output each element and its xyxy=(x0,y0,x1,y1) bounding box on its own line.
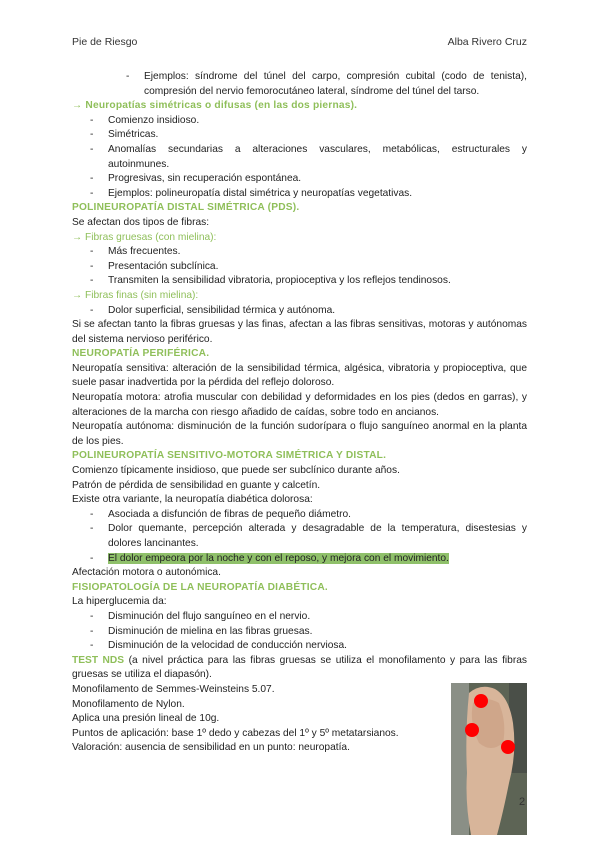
list-item: - Simétricas. xyxy=(90,129,159,141)
list-item: - Dolor superficial, sensibilidad térmica y autónoma. xyxy=(90,304,336,316)
list-item: - Asociada a disfunción de fibras de pequeño diámetro. xyxy=(90,508,351,520)
list-item: - Anomalías secundarias a alteraciones vasculares, metabólicas, estructurales y autoinmunes. xyxy=(90,143,527,170)
section-heading-pds: POLINEUROPATÍA DISTAL SIMÉTRICA (PDS). xyxy=(72,202,300,214)
section-heading-sensorimotor: POLINEUROPATÍA SENSITIVO-MOTORA SIMÉTRICA Y DISTAL. xyxy=(72,450,387,462)
page-header xyxy=(72,36,527,52)
header-author: Alba Rivero Cruz xyxy=(447,36,527,48)
page-number: 2 xyxy=(519,796,526,808)
paragraph: Puntos de aplicación: base 1º dedo y cabezas del 1º y 5º metatarsianos. xyxy=(72,727,399,739)
test-point-first-toe xyxy=(474,694,488,708)
paragraph: Neuropatía autónoma: disminución de la función sudorípara o flujo sanguíneo anormal en la planta de los pies. xyxy=(72,421,527,447)
paragraph: Si se afectan tanto la fibras gruesas y las finas, afectan a las fibras sensitivas, motoras y autónomas del sistema nervioso periférico. xyxy=(72,319,527,345)
paragraph: Se afectan dos tipos de fibras: xyxy=(72,216,210,228)
list-item: - Disminución del flujo sanguíneo en el nervio. xyxy=(90,610,311,622)
list-item: - Dolor quemante, percepción alterada y desagradable de la temperatura, disestesias y dolores lancinantes. xyxy=(90,523,527,549)
paragraph: Monofilamento de Semmes-Weinsteins 5.07. xyxy=(72,683,275,695)
foot-sole-photo xyxy=(451,683,527,835)
foot-illustration xyxy=(451,683,527,835)
list-item: - Ejemplos: síndrome del túnel del carpo, compresión cubital (codo de tenista), compresión del nervio femorocutáneo lateral, síndrome del túnel del tarso. xyxy=(126,71,527,97)
header-title: Pie de Riesgo xyxy=(72,36,138,48)
paragraph-test-nds: TEST NDS (a nivel práctica para las fibras gruesas se utiliza el monofilamento y para las fibras gruesas se utiliza el diapasón). xyxy=(72,654,527,681)
paragraph: Valoración: ausencia de sensibilidad en un punto: neuropatía. xyxy=(72,742,350,754)
paragraph: Aplica una presión lineal de 10g. xyxy=(72,713,220,725)
paragraph: Existe otra variante, la neuropatía diabética dolorosa: xyxy=(72,494,313,506)
list-item: - Ejemplos: polineuropatía distal simétrica y neuropatías vegetativas. xyxy=(90,187,413,199)
list-item-highlighted: - El dolor empeora por la noche y con el reposo, y mejora con el movimiento. xyxy=(90,552,449,564)
list-item: - Más frecuentes. xyxy=(90,246,181,258)
subheading-thick-fibers: → Fibras gruesas (con mielina): xyxy=(72,231,217,243)
paragraph: Afectación motora o autonómica. xyxy=(72,567,221,579)
section-heading-symmetric: → Neuropatías simétricas o difusas (en las dos piernas). xyxy=(72,100,358,112)
paragraph: Neuropatía sensitiva: alteración de la sensibilidad térmica, algésica, vibratoria y propioceptiva, que suele pasar inadvertida por la pérdida del reflejo doloroso. xyxy=(72,362,527,389)
paragraph: Comienzo típicamente insidioso, que puede ser subclínico durante años. xyxy=(72,465,400,477)
list-item: - Progresivas, sin recuperación espontánea. xyxy=(90,173,302,185)
paragraph: La hiperglucemia da: xyxy=(72,596,167,608)
paragraph: Monofilamento de Nylon. xyxy=(72,698,185,710)
paragraph: Neuropatía motora: atrofia muscular con debilidad y deformidades en los pies (dedos en garras), y alteraciones de la marcha con riesgo añadido de caídas, sobre todo en ancianos. xyxy=(72,392,527,418)
document-body xyxy=(72,70,527,756)
paragraph: Patrón de pérdida de sensibilidad en guante y calcetín. xyxy=(72,479,321,491)
subheading-thin-fibers: → Fibras finas (sin mielina): xyxy=(72,289,199,301)
highlighted-text: El dolor empeora por la noche y con el reposo, y mejora con el movimiento. xyxy=(108,552,449,564)
list-item: - Disminución de la velocidad de conducción nerviosa. xyxy=(90,640,347,652)
list-item: - Disminución de mielina en las fibras gruesas. xyxy=(90,625,313,637)
test-point-fifth-metatarsal xyxy=(501,740,515,754)
list-item: - Presentación subclínica. xyxy=(90,260,219,272)
list-item: - Comienzo insidioso. xyxy=(90,114,200,126)
section-heading-peripheral: NEUROPATÍA PERIFÉRICA. xyxy=(72,348,210,360)
list-item: - Transmiten la sensibilidad vibratoria, propioceptiva y los reflejos tendinosos. xyxy=(90,275,451,287)
section-heading-physiopathology: FISIOPATOLOGÍA DE LA NEUROPATÍA DIABÉTICA. xyxy=(72,581,328,593)
test-nds-label: TEST NDS xyxy=(72,654,125,666)
test-point-first-metatarsal xyxy=(465,723,479,737)
